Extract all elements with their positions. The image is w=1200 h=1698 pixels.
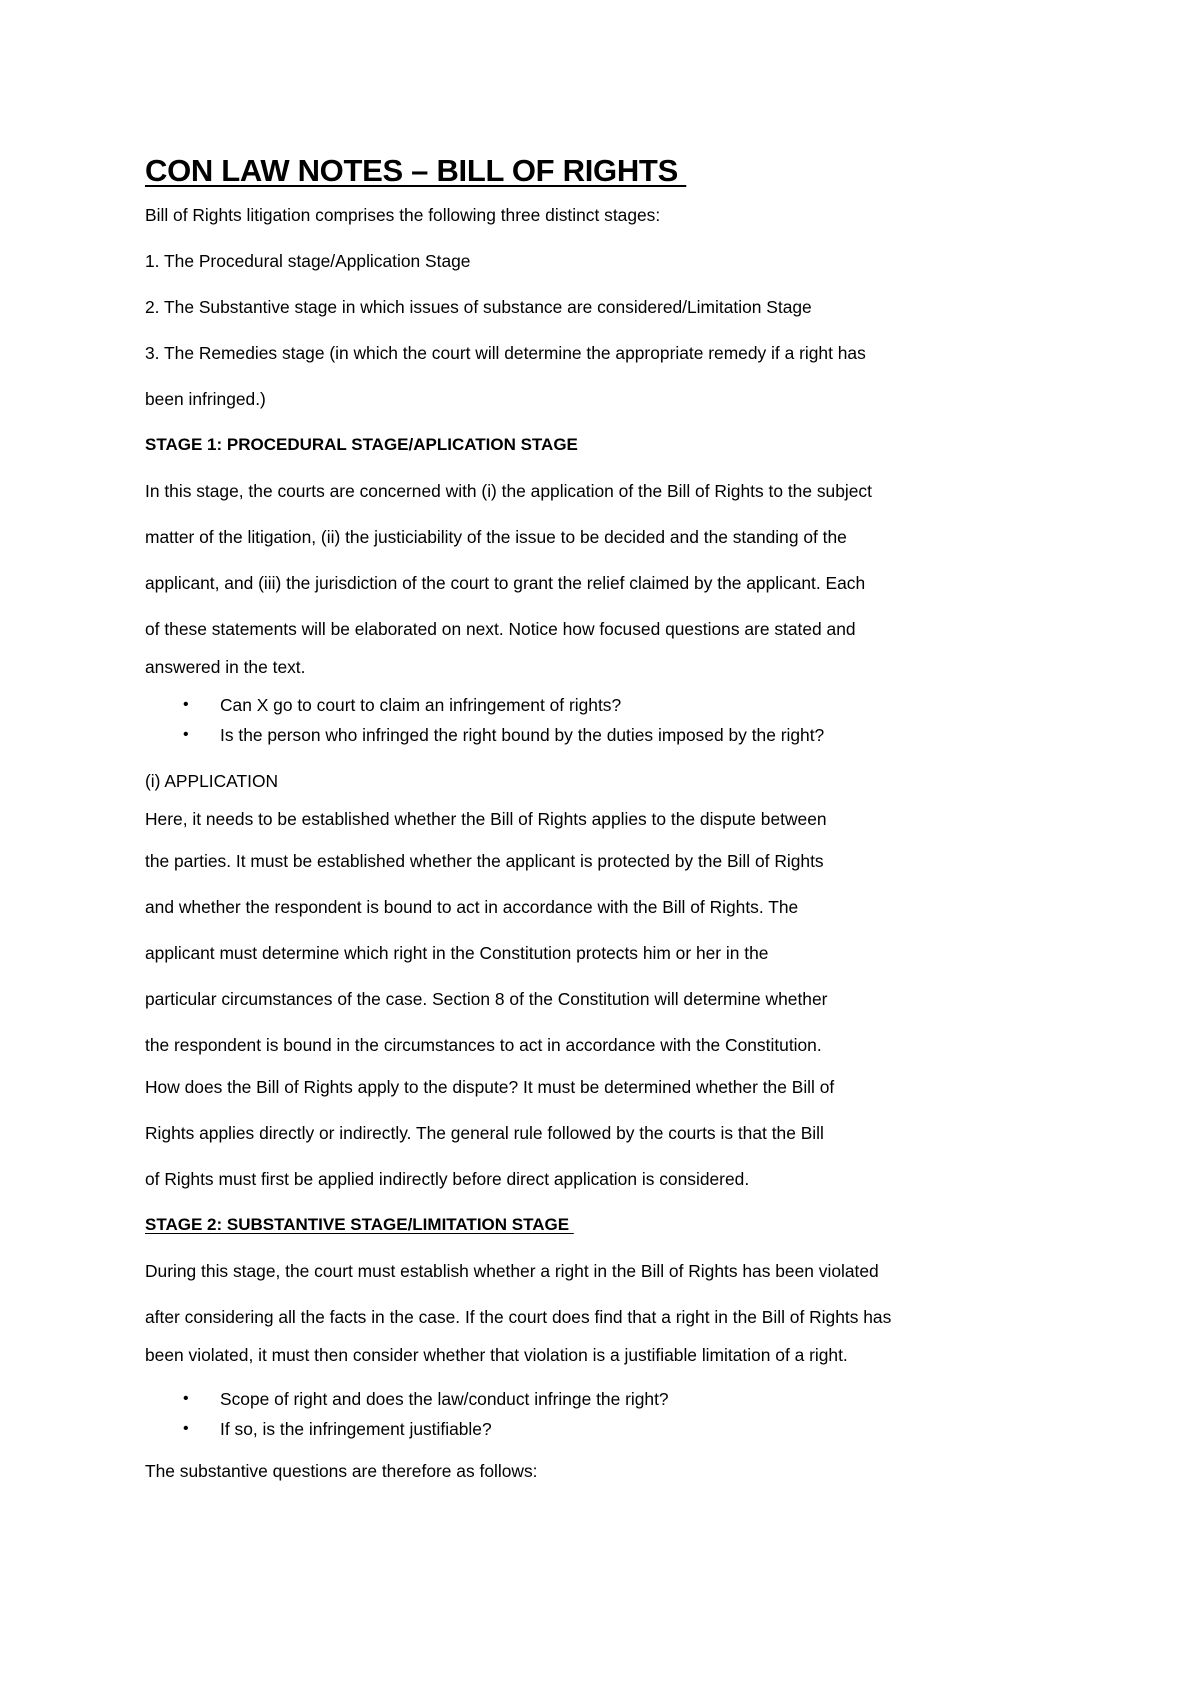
application-heading: (i) APPLICATION [145, 771, 279, 791]
paragraph-line: matter of the litigation, (ii) the justiciability of the issue to be decided and the standing of the [145, 527, 847, 547]
stage2-bullet-list [145, 1384, 1045, 1444]
paragraph-line: and whether the respondent is bound to act in accordance with the Bill of Rights. The [145, 897, 799, 917]
paragraph-line: applicant, and (iii) the jurisdiction of the court to grant the relief claimed by the applicant. Each [145, 573, 866, 593]
paragraph-line: answered in the text. [145, 657, 306, 677]
list-item [145, 1384, 1045, 1414]
stage-item-1: 1. The Procedural stage/Application Stage [145, 251, 471, 271]
closing-line: The substantive questions are therefore as follows: [145, 1461, 538, 1481]
list-item-text: Can X go to court to claim an infringement of rights? [220, 695, 622, 715]
stages-list [145, 238, 1045, 422]
list-item [145, 720, 1045, 750]
stage2-heading: STAGE 2: SUBSTANTIVE STAGE/LIMITATION STAGE [145, 1215, 574, 1234]
paragraph-line: after considering all the facts in the case. If the court does find that a right in the Bill of Rights has [145, 1307, 892, 1327]
list-item-text: Is the person who infringed the right bound by the duties imposed by the right? [220, 725, 825, 745]
paragraph-line: Here, it needs to be established whether the Bill of Rights applies to the dispute between [145, 809, 827, 829]
list-item [145, 690, 1045, 720]
bullet-icon: • [183, 1420, 189, 1437]
application-paragraph [145, 796, 1045, 1202]
stage-item-2: 2. The Substantive stage in which issues of substance are considered/Limitation Stage [145, 297, 812, 317]
paragraph-line: How does the Bill of Rights apply to the dispute? It must be determined whether the Bill of [145, 1077, 835, 1097]
paragraph-line: of these statements will be elaborated on next. Notice how focused questions are stated and [145, 619, 856, 639]
paragraph-line: of Rights must first be applied indirectly before direct application is considered. [145, 1169, 750, 1189]
stage1-paragraph [145, 468, 1045, 682]
stage-item-3-continued: been infringed.) [145, 389, 266, 409]
stage-item-3: 3. The Remedies stage (in which the court will determine the appropriate remedy if a right has [145, 343, 866, 363]
bullet-icon: • [183, 696, 189, 713]
paragraph-line: Rights applies directly or indirectly. The general rule followed by the courts is that the Bill [145, 1123, 824, 1143]
bullet-icon: • [183, 726, 189, 743]
list-item-text: If so, is the infringement justifiable? [220, 1419, 492, 1439]
stage2-paragraph [145, 1248, 1045, 1370]
paragraph-line: the parties. It must be established whether the applicant is protected by the Bill of Rights [145, 851, 824, 871]
paragraph-line: applicant must determine which right in the Constitution protects him or her in the [145, 943, 769, 963]
paragraph-line: the respondent is bound in the circumstances to act in accordance with the Constitution. [145, 1035, 822, 1055]
paragraph-line: During this stage, the court must establish whether a right in the Bill of Rights has been violated [145, 1261, 879, 1281]
paragraph-line: particular circumstances of the case. Section 8 of the Constitution will determine whether [145, 989, 828, 1009]
intro-paragraph: Bill of Rights litigation comprises the following three distinct stages: [145, 205, 661, 225]
stage1-heading: STAGE 1: PROCEDURAL STAGE/APLICATION STAGE [145, 435, 578, 454]
bullet-icon: • [183, 1390, 189, 1407]
document-title: CON LAW NOTES – BILL OF RIGHTS [145, 153, 687, 188]
list-item [145, 1414, 1045, 1444]
document-page [145, 150, 1045, 1494]
stage1-bullet-list [145, 690, 1045, 750]
paragraph-line: In this stage, the courts are concerned with (i) the application of the Bill of Rights to the subject [145, 481, 872, 501]
list-item-text: Scope of right and does the law/conduct infringe the right? [220, 1389, 669, 1409]
paragraph-line: been violated, it must then consider whether that violation is a justifiable limitation of a right. [145, 1345, 848, 1365]
